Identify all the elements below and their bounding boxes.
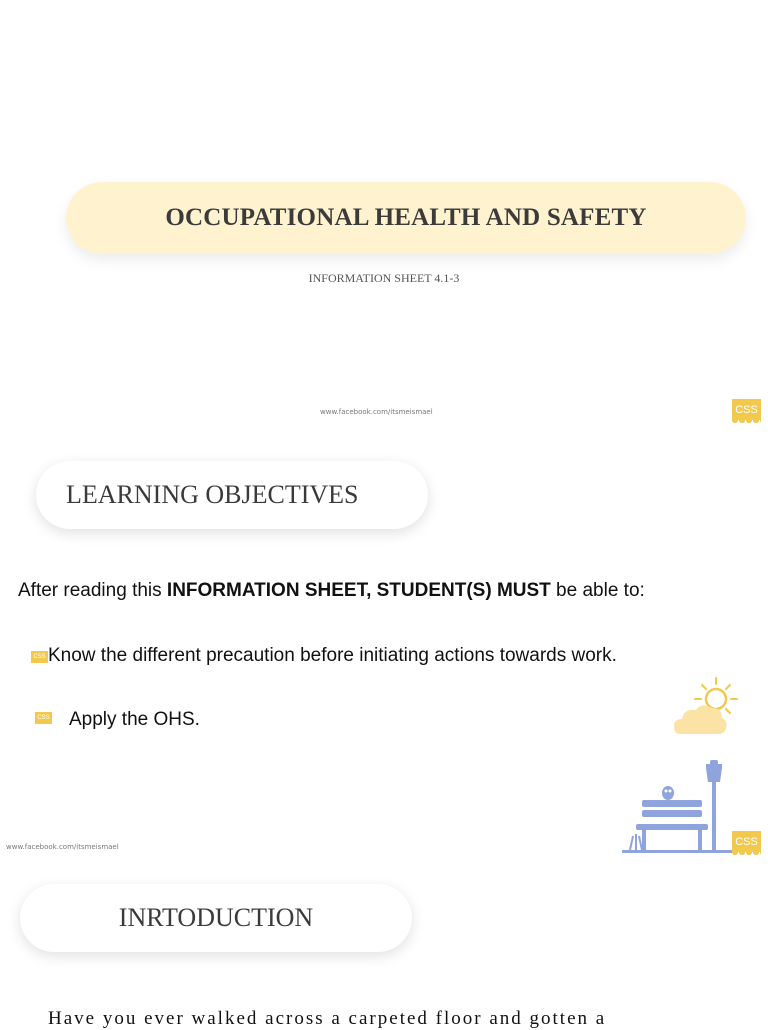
facebook-url: www.facebook.com/itsmeismael (6, 843, 119, 851)
title-banner (66, 182, 746, 254)
css-bullet-icon: CSS (35, 712, 52, 724)
objective-item: Apply the OHS. (69, 709, 200, 730)
sun-cloud-icon (672, 676, 742, 738)
objectives-intro (18, 580, 645, 602)
learning-objectives-heading: LEARNING OBJECTIVES (66, 480, 359, 509)
slide-title: OCCUPATIONAL HEALTH AND SAFETY (165, 204, 647, 231)
facebook-url: www.facebook.com/itsmeismael (320, 408, 433, 416)
park-bench-lamp-icon (620, 760, 735, 856)
introduction-heading-pill (20, 884, 412, 952)
intro-prefix: After reading this (18, 580, 167, 601)
intro-suffix: be able to: (550, 580, 645, 601)
css-bullet-icon: CSS (31, 651, 48, 663)
slide-subtitle: INFORMATION SHEET 4.1-3 (308, 271, 460, 285)
css-logo-badge: CSS (732, 399, 761, 420)
introduction-heading: INRTODUCTION (118, 903, 314, 932)
introduction-body: Have you ever walked across a carpeted floor and gotten a (48, 1008, 607, 1029)
objective-item: Know the different precaution before initiating actions towards work. (48, 645, 617, 666)
intro-bold: INFORMATION SHEET, STUDENT(S) MUST (166, 580, 551, 601)
css-logo-badge: CSS (732, 831, 761, 852)
learning-objectives-heading-pill (36, 461, 428, 529)
